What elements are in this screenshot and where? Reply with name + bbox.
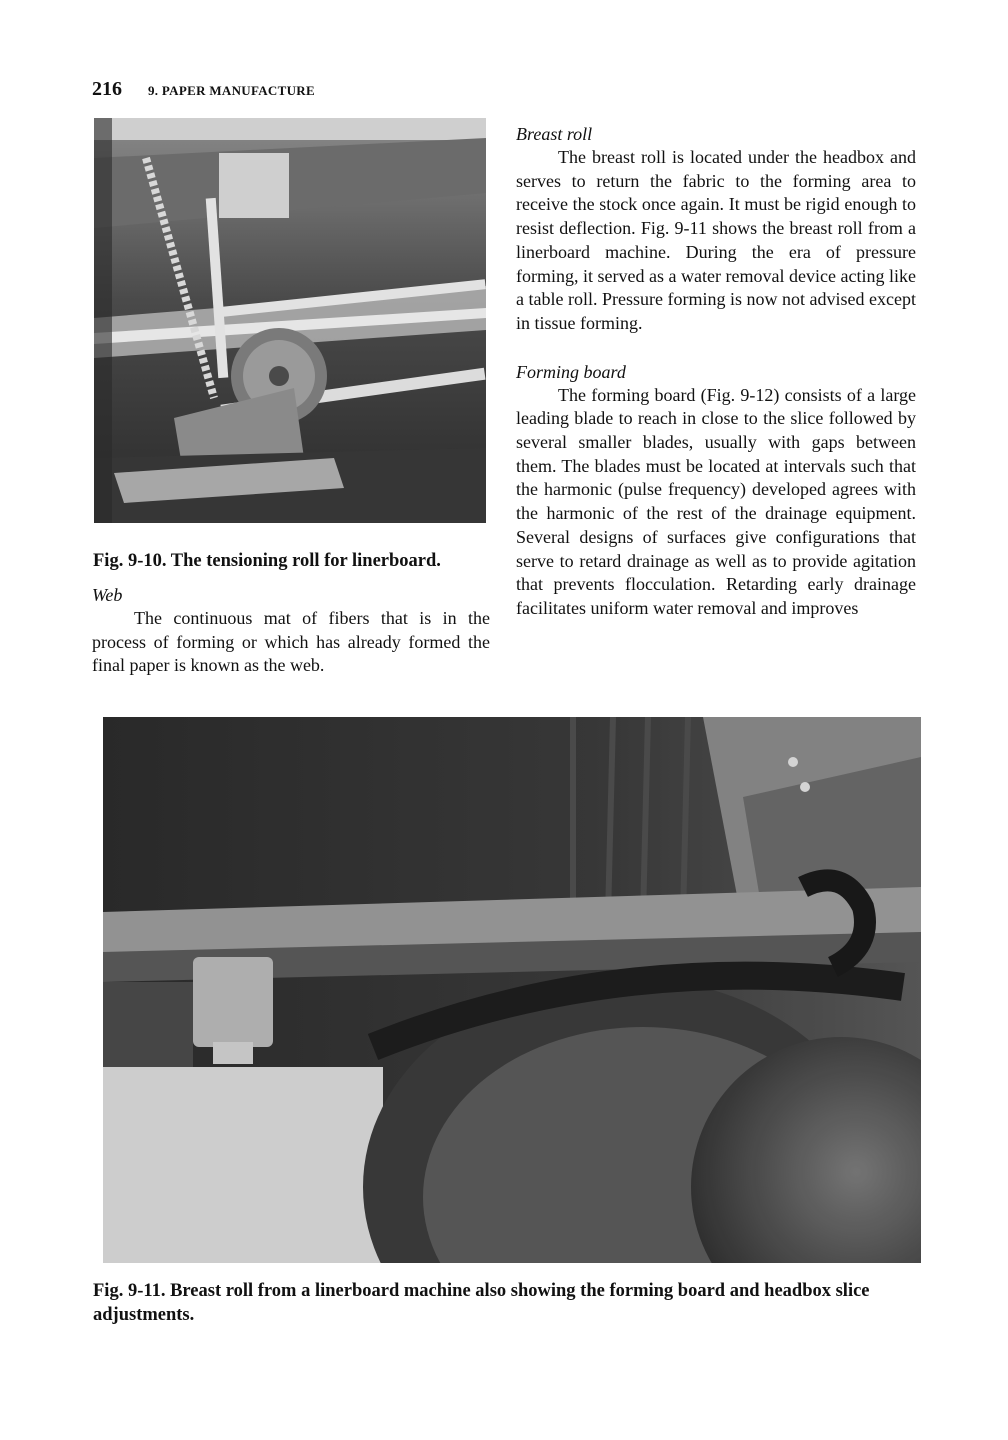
breast-roll-heading: Breast roll	[516, 124, 593, 144]
forming-board-paragraph: The forming board (Fig. 9-12) consists of a large leading blade to reach in close to the slice followed by several smaller blades, usually with gaps between them. The blades must be located at intervals such that the harmonic (pulse frequency) developed agrees with the harmonic of the rest of the drainage equipment. Several designs of surfaces give configurations that serve to retard drainage as well as to provide agitation that prevents flocculation. Retarding early drainage facilitates uniform water removal and improves	[516, 384, 916, 618]
page-number: 216	[92, 78, 122, 100]
left-column	[92, 583, 490, 678]
right-column	[516, 122, 916, 621]
web-heading: Web	[92, 585, 123, 605]
web-paragraph: The continuous mat of fibers that is in the process of forming or which has already formed the final paper is known as the web.	[92, 608, 490, 676]
fig-9-11-caption: Fig. 9-11. Breast roll from a linerboard machine also showing the forming board and headbox slice adjustments.	[93, 1281, 870, 1325]
breast-roll-paragraph: The breast roll is located under the headbox and serves to return the fabric to the forming area to receive the stock once again. It must be rigid enough to resist deflection. Fig. 9-11 shows the breast roll from a linerboard machine. During the era of pressure forming, it served as a water removal device acting like a table roll. Pressure forming is now not advised except in tissue forming.	[516, 147, 916, 333]
running-head: 9. PAPER MANUFACTURE	[148, 83, 315, 98]
page-header	[92, 78, 315, 101]
forming-board-heading: Forming board	[516, 361, 626, 382]
fig-9-11-photo	[103, 717, 921, 1263]
fig-9-10-photo	[94, 118, 486, 523]
fig-9-10-caption: Fig. 9-10. The tensioning roll for linerboard.	[93, 551, 441, 571]
